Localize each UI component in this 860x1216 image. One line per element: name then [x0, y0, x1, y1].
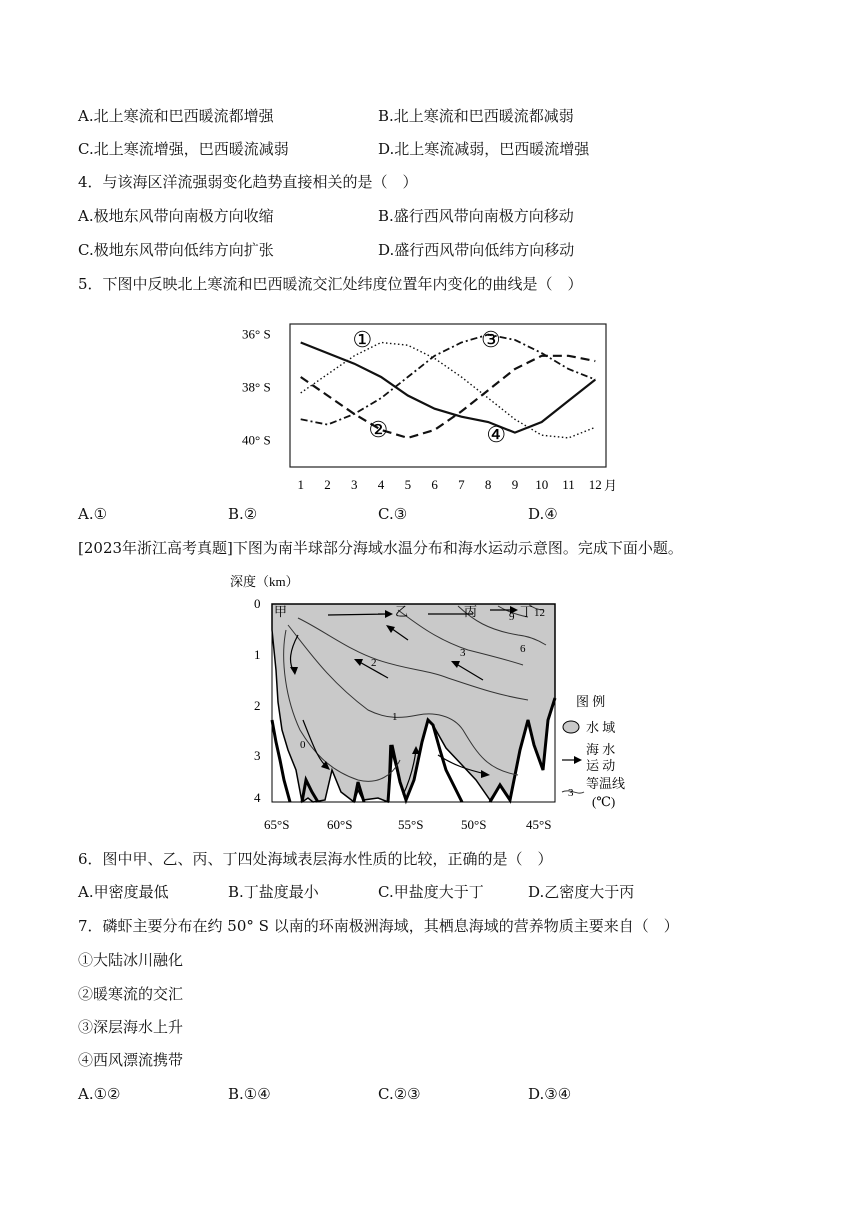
q6-option-a: A.甲密度最低	[78, 883, 169, 901]
x-tick-label: 6	[431, 477, 438, 492]
chart-plot-frame	[290, 324, 606, 467]
series-label-3: ③	[480, 326, 501, 352]
x-tick-label: 4	[377, 477, 385, 492]
q6-stem: 6．图中甲、乙、丙、丁四处海域表层海水性质的比较，正确的是（ ）	[78, 850, 553, 868]
isotherm-label-9: 9	[509, 611, 515, 623]
q7-option-c: C.②③	[378, 1085, 421, 1103]
x-tick-label: 3	[351, 477, 358, 492]
q4-option-b: B.盛行西风带向南极方向移动	[378, 207, 574, 225]
q7-option-b: B.①④	[228, 1085, 271, 1103]
legend-water-label: 水 域	[586, 720, 616, 735]
q7-option-d: D.③④	[528, 1085, 572, 1103]
q3-option-a: A.北上寒流和巴西暖流都增强	[78, 107, 274, 125]
lat-tick-65: 65°S	[264, 817, 290, 832]
y-tick-label: 36° S	[242, 326, 271, 342]
isotherm-label-1: 1	[392, 711, 398, 723]
q6-option-b: B.丁盐度最小	[228, 883, 319, 901]
legend-arrowhead	[574, 756, 582, 764]
y-tick-label: 40° S	[242, 432, 271, 448]
lat-tick-55: 55°S	[398, 817, 424, 832]
q7-item-4: ④西风漂流携带	[78, 1051, 184, 1069]
depth-tick-2: 2	[254, 698, 261, 713]
q5-option-d: D.④	[528, 505, 558, 523]
depth-tick-0: 0	[254, 596, 261, 611]
x-tick-label: 5	[404, 477, 412, 492]
location-jia: 甲	[274, 604, 288, 619]
x-tick-label: 9	[511, 477, 519, 492]
q5-stem: 5．下图中反映北上寒流和巴西暖流交汇处纬度位置年内变化的曲线是（ ）	[78, 275, 583, 293]
x-axis-unit: 月	[604, 478, 618, 493]
q7-option-a: A.①②	[78, 1085, 121, 1103]
legend-current-label-2: 运 动	[586, 758, 616, 773]
q4-stem: 4．与该海区洋流强弱变化趋势直接相关的是（ ）	[78, 173, 418, 191]
lat-tick-45: 45°S	[526, 817, 552, 832]
x-tick-label: 2	[324, 477, 331, 492]
y-tick-label: 38° S	[242, 379, 271, 395]
x-tick-label: 10	[535, 477, 549, 492]
latitude-line-chart	[228, 318, 648, 498]
q3-option-c: C.北上寒流增强，巴西暖流减弱	[78, 140, 289, 158]
location-bing: 丙	[464, 604, 478, 619]
x-tick-label: 7	[458, 477, 465, 492]
depth-axis-title: 深度（km）	[230, 574, 299, 589]
q7-item-2: ②暖寒流的交汇	[78, 985, 184, 1003]
q4-option-a: A.极地东风带向南极方向收缩	[78, 207, 274, 225]
legend-water-swatch	[563, 721, 579, 733]
legend-current-label-1: 海 水	[586, 742, 616, 757]
q3-option-b: B.北上寒流和巴西暖流都减弱	[378, 107, 574, 125]
x-tick-label: 11	[562, 477, 575, 492]
series-line-4	[301, 343, 596, 433]
isotherm-label-2: 2	[371, 657, 377, 669]
lat-tick-60: 60°S	[327, 817, 353, 832]
isotherm-label-6: 6	[520, 643, 526, 655]
legend-isotherm-label-2: (℃)	[592, 794, 616, 809]
isotherm-label-3: 3	[460, 647, 466, 659]
series-label-4: ④	[486, 422, 507, 448]
q5-option-b: B.②	[228, 505, 258, 523]
q6-option-c: C.甲盐度大于丁	[378, 883, 484, 901]
q7-stem: 7．磷虾主要分布在约 50° S 以南的环南极洲海域，其栖息海域的营养物质主要来自（ ）	[78, 917, 679, 935]
material-intro: [2023年浙江高考真题]下图为南半球部分海域水温分布和海水运动示意图。完成下面小题。	[78, 539, 683, 557]
lat-tick-50: 50°S	[461, 817, 487, 832]
ocean-section-figure	[228, 570, 648, 840]
q7-item-1: ①大陆冰川融化	[78, 951, 184, 969]
q6-option-d: D.乙密度大于丙	[528, 883, 635, 901]
legend-isotherm-label-1: 等温线	[586, 776, 626, 791]
q4-option-d: D.盛行西风带向低纬方向移动	[378, 241, 575, 259]
x-tick-label: 1	[297, 477, 304, 492]
x-tick-label: 8	[484, 477, 492, 492]
q3-option-d: D.北上寒流减弱，巴西暖流增强	[378, 140, 590, 158]
series-line-1	[301, 343, 596, 438]
q7-item-3: ③深层海水上升	[78, 1018, 184, 1036]
location-ding: 丁	[520, 604, 534, 619]
legend-isotherm-sample: 3	[568, 787, 574, 799]
location-yi: 乙	[395, 604, 409, 619]
series-line-3	[301, 335, 596, 425]
isotherm-label-12: 12	[534, 607, 545, 619]
series-label-1: ①	[352, 326, 373, 352]
q4-option-c: C.极地东风带向低纬方向扩张	[78, 241, 274, 259]
q5-option-a: A.①	[78, 505, 108, 523]
q5-option-c: C.③	[378, 505, 408, 523]
x-tick-label: 12	[588, 477, 602, 492]
isotherm-label-0: 0	[300, 739, 306, 751]
depth-tick-1: 1	[254, 647, 261, 662]
series-label-2: ②	[368, 416, 389, 442]
depth-tick-3: 3	[254, 748, 261, 763]
depth-tick-4: 4	[254, 790, 261, 805]
legend-title: 图 例	[576, 694, 606, 709]
